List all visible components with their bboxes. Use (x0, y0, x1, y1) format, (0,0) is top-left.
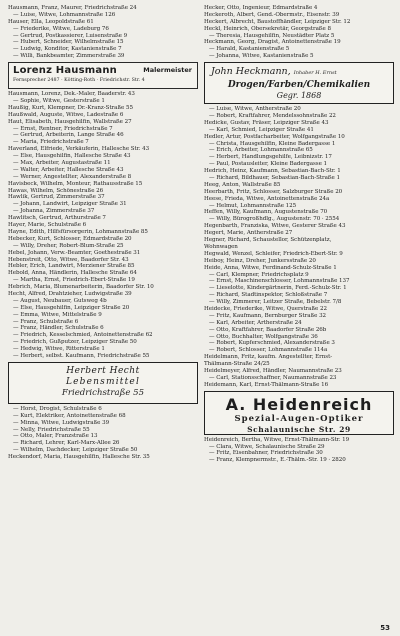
directory-entry: — Franz, Klempnermstr., E.-Thälm.-Str. 19 · 2820 (209, 457, 346, 464)
directory-entry: Hebecker, Kurt, Schlosser, Edmardstraße 20 (8, 235, 132, 242)
ad-name: John Heckmann, (211, 66, 291, 78)
directory-entry: — Willy, Dreher, Robert-Blum-Straße 25 (13, 242, 124, 249)
ad-address: Friedrichstraße 55 (61, 387, 145, 398)
directory-entry: Heidelmann, Fritz, kaufm. Angestellter, Ernst- (204, 354, 333, 361)
directory-entry: — Else, Hausgehilfin, Hallesche Straße 43 (13, 153, 131, 160)
directory-entry: Heidenreich, Bertha, Witwe, Ernst-Thälmann-Str. 19 (204, 436, 350, 443)
directory-entry: — Hubert, Schneider, Wilhelmstraße 15 (13, 39, 124, 46)
ad-lorenz-hausmann (8, 62, 198, 89)
directory-entry: — Richard, Stadtinspektor, Schloßstraße 7 (209, 292, 328, 299)
ad-subtitle: Fernsprecher 2487 · Kötting-Roth · Friedrichstr. Str. 4 (13, 78, 145, 84)
directory-entry: — Ludwig, Konditor, Kastanienstraße 7 (13, 46, 122, 53)
directory-entry: Heide, Anna, Witwe, Ferdinand-Schulz-Straße 1 (204, 264, 337, 271)
directory-entry: — Martha, Ernst, Friedrich-Ebert-Straße 19 (13, 277, 135, 284)
directory-entry: Hegner, Richard, Schaustellor, Schützenplatz, (204, 237, 332, 244)
directory-entry: Hebler, Erich, Landwirt, Merziener Straße 85 (8, 263, 135, 270)
directory-entry: — Gertrud, Arbeiterin, Lange Straße 46 (13, 132, 124, 139)
directory-entry: Heidelmeyer, Alfred, Händler, Naumannstraße 23 (204, 367, 342, 374)
directory-entry: — Christa, Hausgehilfin, Kleine Badergasse 1 (209, 140, 336, 147)
directory-entry: Hawas, Wilhelm, Schönestraße 26 (8, 187, 104, 194)
entries-group (8, 91, 198, 360)
directory-entry: — Ernst, Rentner, Friedrichstraße 7 (13, 125, 113, 132)
directory-entry: Havisbeck, Wilhelm, Monteur, Rathausstraße 15 (8, 180, 143, 187)
directory-entry: — Friedrich, Kesselschmied, Antoinettenstraße 62 (13, 332, 153, 339)
directory-entry: — Erich, Arbeiter, Lohmannstraße 65 (209, 147, 313, 154)
directory-entry: — Karl, Schmied, Leipziger Straße 41 (209, 126, 314, 133)
directory-entry: — Herbert, Handlungsgehilfe, Leibnizstr. 17 (209, 154, 332, 161)
ad-address: Schalaunische Str. 29 (247, 424, 351, 434)
directory-entry: — Friedrich, Gußputzer, Leipziger Straße 50 (13, 339, 137, 346)
directory-entry: Heckl, Heinrich, Obersekretär, Georgstraße 8 (204, 25, 331, 32)
directory-entry: — Richard, Bildhauer, Sebastian-Bach-Straße 1 (209, 175, 340, 182)
directory-entry: Hausmann, Lorenz, Dek.-Maler, Baaderstr. 43 (8, 91, 135, 98)
directory-entry: — Clara, Witwe, Schalaunische Straße 29 (209, 443, 325, 450)
ad-title: A. Heidenreich (225, 394, 373, 414)
directory-entry: — August, Neubauer, Gutsweg 4b (13, 297, 107, 304)
ad-john-heckmann (204, 62, 394, 104)
directory-entry: — Emma, Witwe, Mittelstraße 9 (13, 311, 102, 318)
ad-title (211, 66, 387, 79)
directory-entry: — Hedwig, Witwe, Ritterstraße 1 (13, 346, 105, 353)
directory-entry: Haverland, Elfriede, Verkäuferin, Hallesche Str. 43 (8, 146, 150, 153)
directory-entry: Heidecke, Friederike, Witwe, Querstraße 22 (204, 305, 327, 312)
directory-entry: — Helmut, Lohmannstraße 125 (209, 202, 297, 209)
directory-entry: Hayer, Marie, Schulstraße 6 (8, 222, 87, 229)
directory-entry: Hegenbarth, Franziska, Witwe, Gesterer Straße 43 (204, 223, 346, 230)
ad-subtitle: Drogen/Farben/Chemikalien (227, 80, 371, 91)
directory-entry: Heidemann, Karl, Ernst-Thälmann-Straße 16 (204, 381, 329, 388)
directory-entry: — Sophie, Witwe, Gesterstraße 1 (13, 98, 105, 105)
directory-entry: — Johanna, Zimmerstraße 37 (13, 208, 95, 215)
directory-entry: Wohnwagen (204, 243, 238, 250)
page-number: 53 (380, 624, 390, 632)
ad-subtitle: Lebensmittel (65, 376, 141, 387)
directory-entry: — Robert, Kraftfahrer, Mendelssohnstraße 22 (209, 113, 336, 120)
directory-entry: — Kurt, Elektriker, Antoinettenstraße 68 (13, 412, 126, 419)
directory-entry: — Carl, Stationsschaffner, Naumannstraße 23 (209, 374, 337, 381)
right-column (204, 5, 394, 464)
directory-entry: — Robert, Schlosser, Lohmannstraße 114a (209, 347, 328, 354)
directory-entry: — Carl, Klempner, Friedrichsplatz 9 (209, 271, 309, 278)
directory-entry: Hawlik, Gertrud, Zimmerstraße 37 (8, 194, 105, 201)
directory-entry: Hegert, Marie, Antherstraße 27 (204, 230, 293, 237)
ad-trade: Malermeister (143, 66, 192, 75)
directory-entry: Heckendorf, Maria, Hausgehilfin, Hallesche Str. 35 (8, 454, 150, 461)
directory-entry: — Wilhelm, Dachdecker, Leipziger Straße 50 (13, 447, 138, 454)
directory-entry: Haut, Elisabeth, Hausgehilfin, Wallstraße 27 (8, 118, 132, 125)
directory-entry: — Luise, Witwe, Antherstraße 20 (209, 106, 301, 113)
directory-entry: — Herbert, selbst. Kaufmann, Friedrichstraße 55 (13, 352, 150, 359)
directory-entry: — Luise, Witwe, Lohmannstraße 126 (13, 11, 116, 18)
directory-entry: — Johanna, Witwe, Kastanienstraße 5 (209, 53, 314, 60)
entries-group (8, 406, 198, 461)
directory-entry: Hausmann, Franz, Maurer, Friedrichstraße 24 (8, 5, 137, 11)
directory-entry: Hedicke, Gustav, Fräser, Leipziger Straße 43 (204, 119, 329, 126)
ad-owner: Inhaber H. Ernst (293, 70, 337, 77)
directory-entry: — Johann, Landwirt, Leipziger Straße 31 (13, 201, 127, 208)
directory-entry: Hebenstreit, Otto, Witwe, Baadorfer Str. 43 (8, 256, 129, 263)
ad-subtitle: Spezial-Augen-Optiker (234, 413, 364, 424)
left-column (8, 5, 198, 461)
directory-entry: — Otto, Maler, Franzstraße 13 (13, 433, 98, 440)
directory-entry: — Werner, Angestellter, Alexanderstraße 8 (13, 173, 132, 180)
directory-entry: Heiboy, Heinz, Dreher, Junkersstraße 20 (204, 257, 316, 264)
directory-entry: — Harald, Kastanienstraße 5 (209, 46, 290, 53)
entries-group (8, 5, 198, 60)
directory-entry: — Walter, Arbeiter, Hallesche Straße 43 (13, 166, 124, 173)
directory-entry: Hayne, Edith, Hilfsfürsorgerin, Lohmannstraße 85 (8, 228, 148, 235)
directory-entry: — Richard, Lehrer, Karl-Marx-Allee 26 (13, 440, 120, 447)
directory-entry: Hecker, Otto, Ingenieur, Edmardstraße 4 (204, 5, 318, 11)
ad-founded: Gegr. 1868 (276, 91, 322, 101)
directory-entry: — Theresia, Hausgehilfin, Neustädter Platz 5 (209, 32, 335, 39)
directory-entry: — Willy, Bürogroßhdlg., Augustenstr. 70 · 2554 (209, 216, 340, 223)
directory-entry: — Karl, Arbeiter, Artherstraße 24 (209, 319, 302, 326)
entries-group (204, 106, 394, 389)
directory-entry: Heese, Frieda, Witwe, Antoinettenstraße 24a (204, 195, 330, 202)
directory-entry: Haußwald, Auguste, Witwe, Ladestraße 6 (8, 111, 124, 118)
directory-entry: — Nelly, Friedrichstraße 55 (13, 426, 90, 433)
directory-entry: Heerbarth, Fritz, Schlosser, Salzburger Straße 20 (204, 188, 343, 195)
directory-entry: — Franz, Schulstraße 6 (13, 318, 79, 325)
directory-entry: — Gertrud, Postkassierer, Luisenstraße 9 (13, 32, 128, 39)
directory-entry: — Minna, Witwe, Ludwigstraße 39 (13, 419, 110, 426)
directory-entry: Hecht, Alfred, Drahtzieher, Ludwigstraße 39 (8, 290, 132, 297)
directory-entry: — Friederike, Witwe, Ladeburg 76 (13, 25, 109, 32)
directory-entry: — Robert, Kupferschmied, Alexanderstraße 3 (209, 340, 335, 347)
directory-entry: Heckmann, Georg, Dragist, Antoinettenstraße 19 (204, 39, 341, 46)
directory-entry: — Max, Arbeiter, Augustastraße 11 (13, 160, 111, 167)
directory-entry: Hawlitsch, Gertrud, Arthurstraße 7 (8, 215, 106, 222)
directory-entry: — Otto, Kraftfahrer, Baadorfer Straße 26b (209, 326, 327, 333)
directory-entry: — Fritz, Kaufmann, Bernburger Straße 32 (209, 312, 327, 319)
ad-herbert-hecht (8, 362, 198, 404)
directory-entry: Heffen, Willy, Kaufmann, Augustenstraße 70 (204, 209, 328, 216)
ad-heidenreich (204, 391, 394, 435)
directory-entry: Hauser, Ella, Leopoldstraße 61 (8, 18, 94, 25)
directory-entry: — Horst, Drogist, Schulstraße 6 (13, 405, 102, 412)
directory-entry: Heckeroth, Albert, Gend.-Obermstr., Eisenstr. 39 (204, 11, 340, 18)
directory-entry: — Fritz, Eisenbahner, Friedrichstraße 30 (209, 450, 323, 457)
directory-entry: — Else, Hausgehilfin, Leipziger Straße 20 (13, 304, 130, 311)
entries-group (204, 5, 394, 60)
directory-entry: — Otto, Buchhalter, Wolfgangstraße 36 (209, 333, 318, 340)
directory-entry: — Lieselotte, Kindergärtnerin, Ferd.-Schulz-Str. 1 (209, 285, 347, 292)
directory-entry: Hedrich, Heinz, Kaufmann, Sebastian-Bach-Str. 1 (204, 168, 341, 175)
directory-entry: — Franz, Händler, Schulstraße 6 (13, 325, 104, 332)
directory-entry: Heeg, Anton, Wallstraße 85 (204, 181, 281, 188)
directory-entry: — Ernst, Maschinenschlosser, Lohmannstraße 137 (209, 278, 350, 285)
ad-title: Lorenz Hausmann (13, 65, 117, 77)
entries-group (204, 437, 394, 465)
directory-entry: Hebrich, Maria, Blumenarbeiterin, Baadorfer Str. 10 (8, 284, 154, 291)
directory-entry: Hebold, Anna, Händlerin, Hallesche Straße 64 (8, 270, 137, 277)
directory-entry: Thälmann-Straße 24/25 (204, 361, 270, 368)
directory-entry: — Maria, Friedrichstraße 7 (13, 139, 89, 146)
directory-entry: Heckert, Albrecht, Baustoffhändler, Leipziger Str. 12 (204, 18, 351, 25)
directory-entry: Hebel, Johann, Verw.-Beamter, Goethestraße 31 (8, 249, 141, 256)
directory-entry: — Willi, Bankbeamter, Zimmerstraße 39 (13, 53, 125, 60)
directory-entry: — Paul, Postausleiter, Kleine Badergasse 1 (209, 161, 328, 168)
directory-entry: Hegwald, Wenzel, Schleifer, Friedrich-Ebert-Str. 9 (204, 250, 343, 257)
ad-title: Herbert Hecht (66, 365, 140, 376)
directory-entry: Haußig, Kurt, Klempner, Dr.-Kranz-Straße 55 (8, 104, 133, 111)
directory-entry: — Willy, Zimmerer, Leitzer Straße, Bebelstr. 7/8 (209, 299, 342, 306)
directory-entry: Hedler, Artur, Postfacharbeiter, Wolfgangstraße 10 (204, 133, 345, 140)
